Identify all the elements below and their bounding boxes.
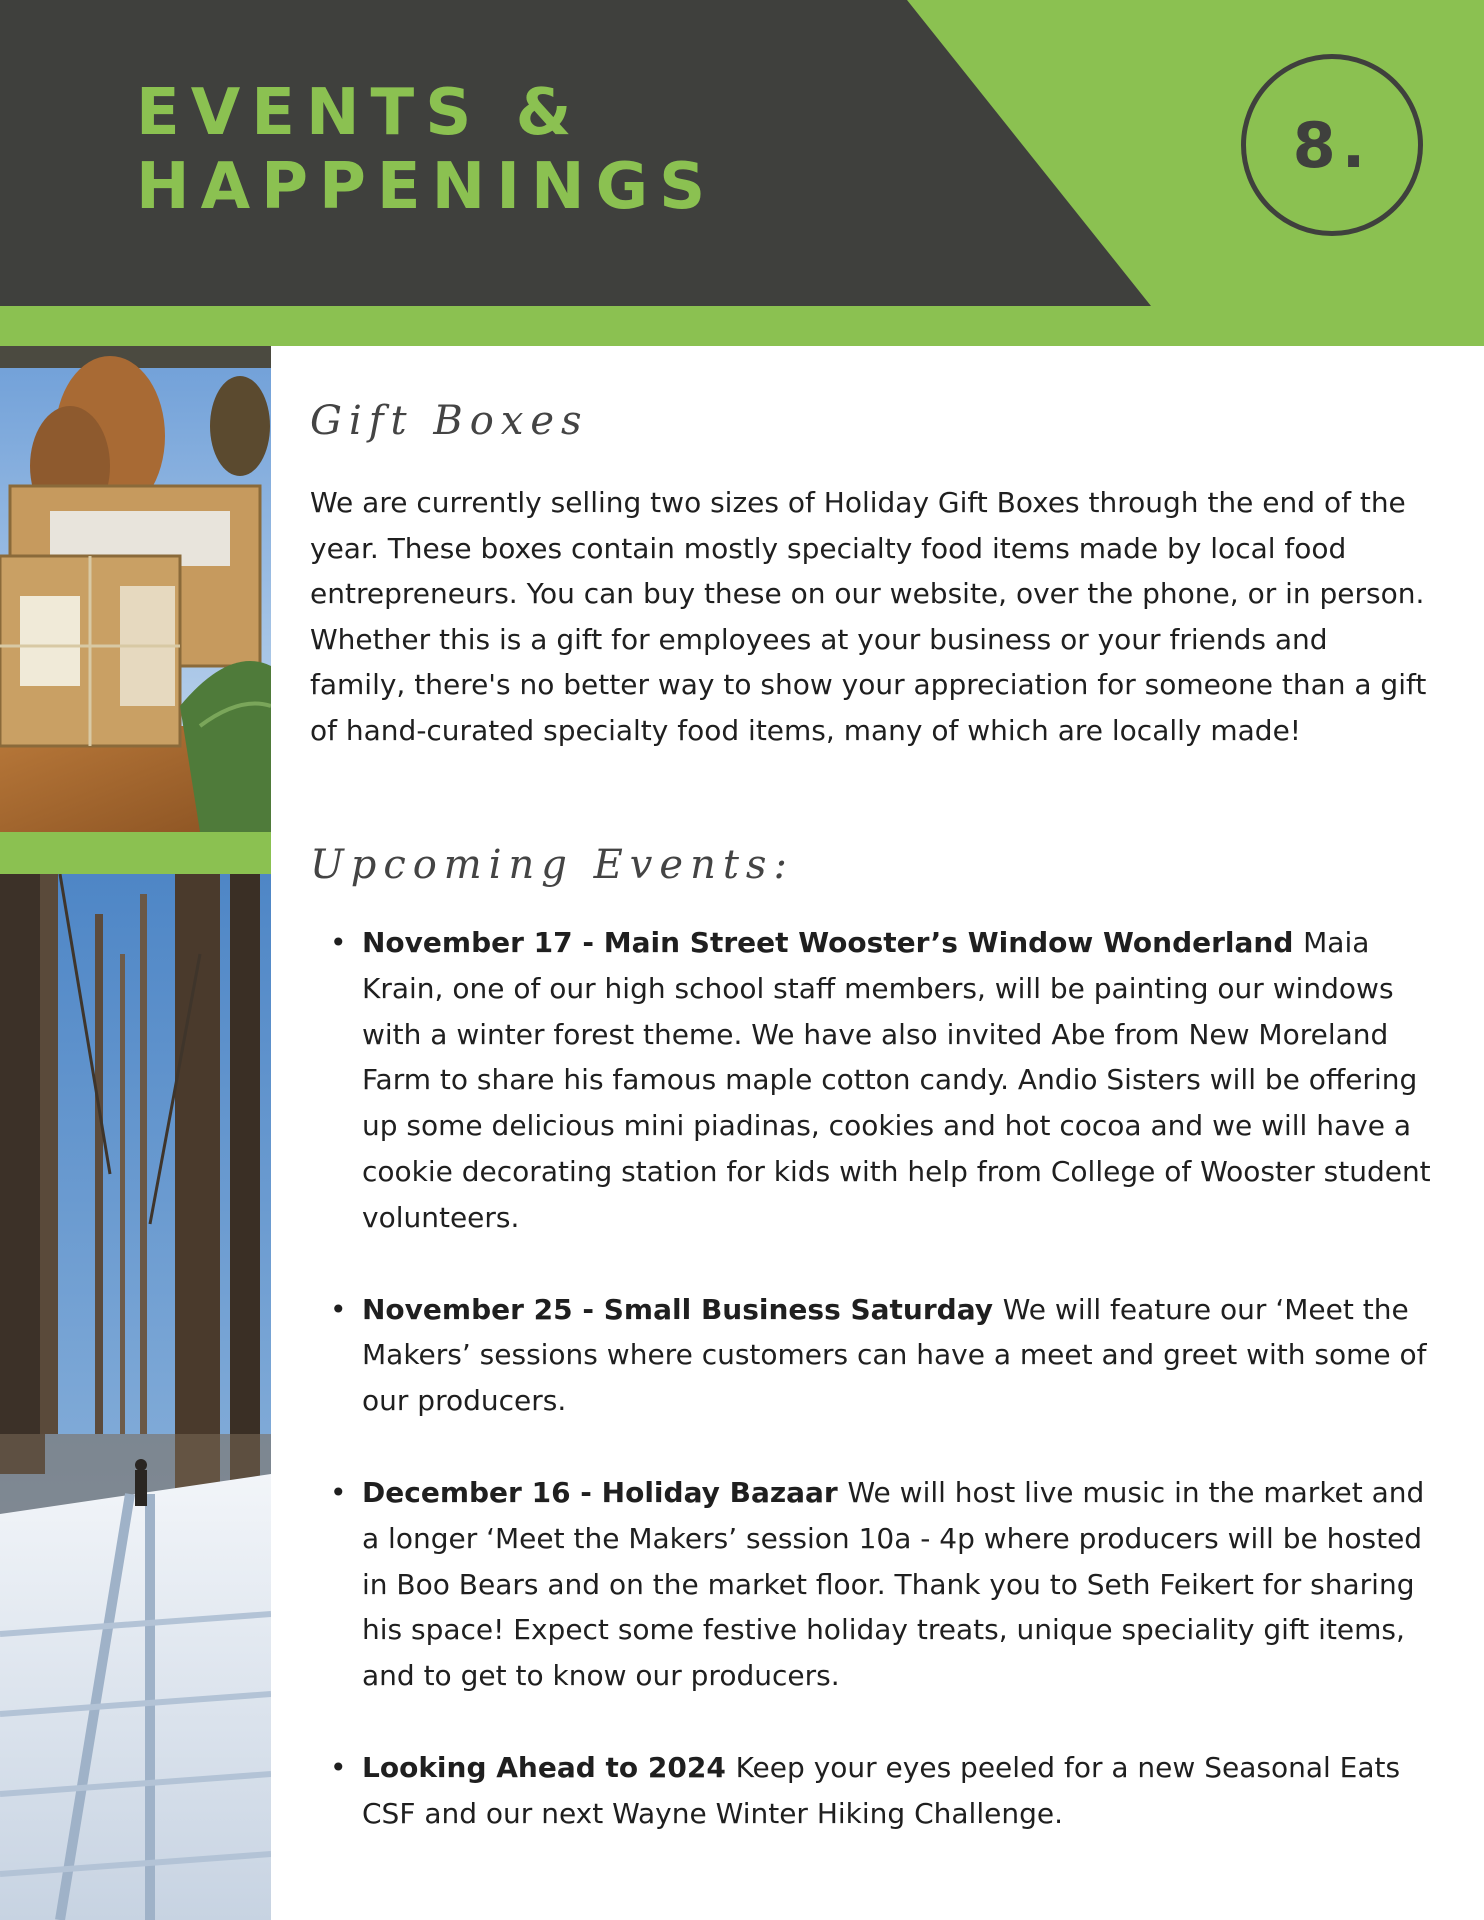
- photo-divider-strip: [0, 832, 271, 874]
- page-header: [0, 0, 1484, 346]
- gift-boxes-text: We are currently selling two sizes of Holiday Gift Boxes through the end of the year. These boxes contain mostly specialty food items made by local food entrepreneurs. You can buy these on our website, over the phone, or in person. Whether this is a gift for employees at your business or your friends and family, there's no better way to show your appreciation for someone than a gift of hand-curated specialty food items, many of which are locally made!: [310, 486, 1427, 747]
- winter-forest-photo: [0, 874, 271, 1920]
- event-title: Looking Ahead to 2024: [362, 1750, 736, 1784]
- event-description: We will feature our ‘Meet the Makers’ sessions where customers can have a meet and greet with some of our producers.: [362, 1292, 1427, 1418]
- event-title: November 17 - Main Street Wooster’s Window Wonderland: [362, 926, 1304, 959]
- events-list: [310, 920, 1440, 1883]
- title-line-2: HAPPENINGS: [136, 150, 717, 224]
- event-description: Maia Krain, one of our high school staff members, will be painting our windows with a winter forest theme. We have also invited Abe from New Moreland Farm to share his famous maple cotton candy. Andio Sisters will be offering up some delicious mini piadinas, cookies and hot cocoa and we will have a cookie decorating station for kids with help from College of Wooster student volunteers.: [362, 926, 1431, 1234]
- bullet: •: [330, 1750, 347, 1784]
- page-number-badge: [1241, 54, 1423, 236]
- event-item: [310, 1470, 1440, 1699]
- bullet: •: [330, 1475, 347, 1509]
- event-item: [310, 1745, 1440, 1837]
- event-item: [310, 920, 1440, 1241]
- event-description: We will host live music in the market and a longer ‘Meet the Makers’ session 10a - 4p where producers will be hosted in Boo Bears and on the market floor. Thank you to Seth Feikert for sharing his space! Expect some festive holiday treats, unique speciality gift items, and to get to know our producers.: [362, 1475, 1425, 1693]
- event-description: Keep your eyes peeled for a new Seasonal Eats CSF and our next Wayne Winter Hiking Challenge.: [362, 1750, 1401, 1830]
- event-item: [310, 1287, 1440, 1424]
- title-line-1: EVENTS &: [136, 76, 583, 150]
- event-title: November 25 - Small Business Saturday: [362, 1292, 1003, 1326]
- bullet: •: [330, 1292, 347, 1326]
- gift-box-photo: [0, 346, 271, 832]
- upcoming-events-heading: Upcoming Events:: [310, 842, 794, 888]
- page-title: [136, 76, 716, 224]
- gift-boxes-heading: Gift Boxes: [310, 398, 589, 444]
- bullet: •: [330, 926, 347, 959]
- page-number: 8.: [1292, 108, 1372, 182]
- event-title: December 16 - Holiday Bazaar: [362, 1475, 848, 1509]
